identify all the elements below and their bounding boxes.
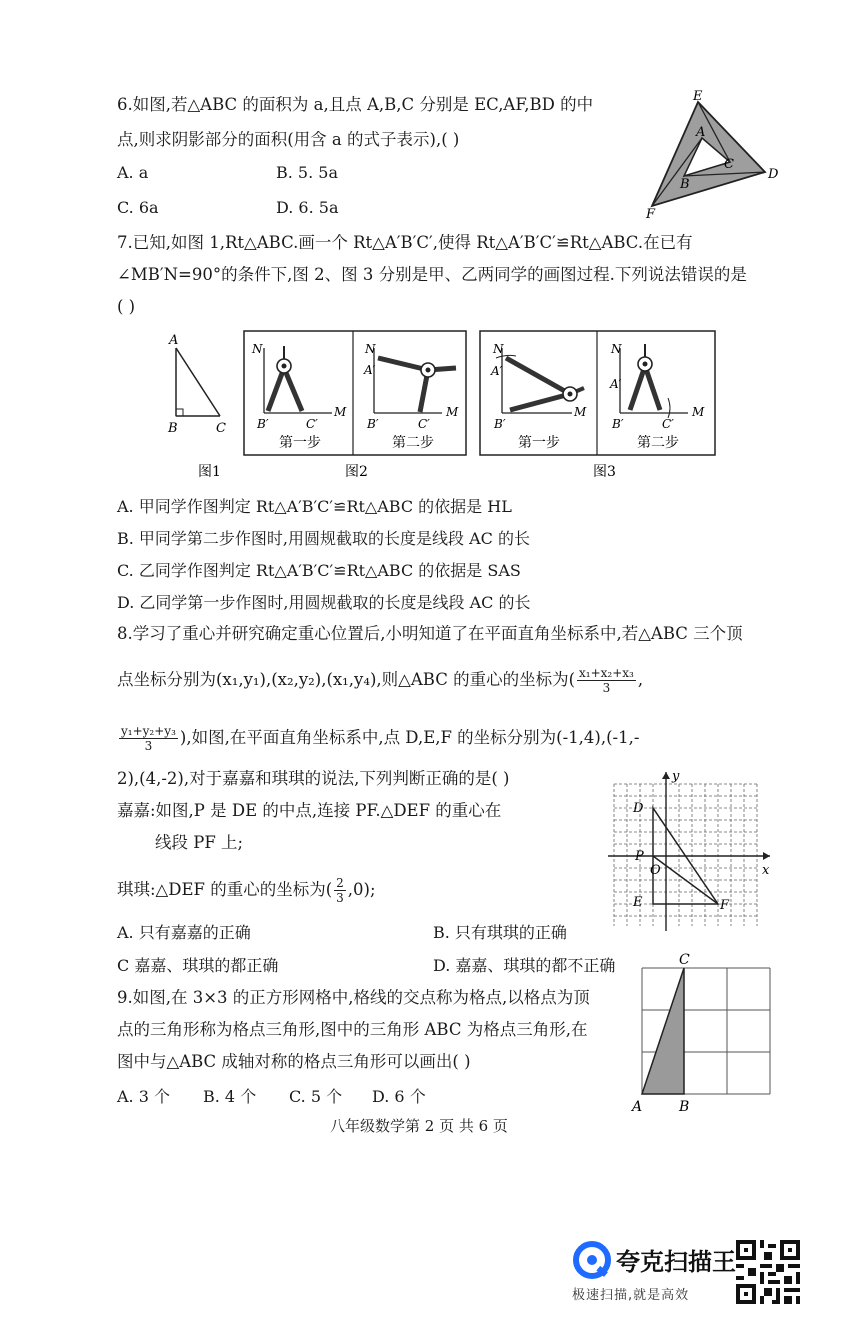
grid-label-e: E bbox=[633, 895, 643, 910]
q7-option-a: A. 甲同学作图判定 Rt△A′B′C′≌Rt△ABC 的依据是 HL bbox=[117, 497, 512, 516]
fig9-label-c: C bbox=[679, 952, 690, 968]
grid-label-f: F bbox=[720, 898, 730, 913]
scanner-slogan: 极速扫描,就是高效 bbox=[572, 1288, 690, 1303]
fig9-label-a: A bbox=[632, 1099, 643, 1115]
q8-fraction-y bbox=[119, 724, 178, 753]
fig3a-label-n: N bbox=[493, 342, 504, 356]
q9-line3: 图中与△ABC 成轴对称的格点三角形可以画出( ) bbox=[117, 1052, 471, 1071]
q6-line1: 6.如图,若△ABC 的面积为 a,且点 A,B,C 分别是 EC,AF,BD 的中 bbox=[117, 95, 594, 114]
fig2b-label-a: A′ bbox=[364, 363, 376, 377]
fig3a-label-b: B′ bbox=[494, 417, 506, 431]
fig3b-label-b: B′ bbox=[612, 417, 624, 431]
q8-coordinate-grid bbox=[600, 766, 780, 936]
q6-option-b: B. 5. 5a bbox=[276, 163, 338, 182]
q7-line3: ( ) bbox=[117, 297, 136, 316]
q8-qiqi-fraction bbox=[334, 876, 346, 905]
q9-option-c: C. 5 个 bbox=[289, 1087, 343, 1106]
fig6-label-a: A bbox=[696, 125, 706, 140]
fig9-label-b: B bbox=[679, 1099, 690, 1115]
q8-frac-x-den: 3 bbox=[602, 681, 611, 695]
q7-line1: 7.已知,如图 1,Rt△ABC.画一个 Rt△A′B′C′,使得 Rt△A′B′C′≌Rt△ABC.在已有 bbox=[117, 233, 693, 252]
grid-label-y: y bbox=[672, 769, 680, 784]
fig2-step1-caption: 第一步 bbox=[279, 435, 321, 451]
fig1-caption: 图1 bbox=[198, 464, 221, 478]
fig6-label-b: B bbox=[680, 177, 690, 192]
q9-line1: 9.如图,在 3×3 的正方形网格中,格线的交点称为格点,以格点为顶 bbox=[117, 988, 590, 1007]
q7-line2: ∠MB′N=90°的条件下,图 2、图 3 分别是甲、乙两同学的画图过程.下列说法错误的是 bbox=[117, 265, 747, 284]
q9-grid-figure bbox=[628, 948, 778, 1118]
fig2b-label-b: B′ bbox=[367, 417, 379, 431]
q8-option-c: C 嘉嘉、琪琪的都正确 bbox=[117, 956, 279, 975]
fig3-caption: 图3 bbox=[593, 464, 616, 478]
fig2a-label-b: B′ bbox=[257, 417, 269, 431]
fig6-label-e: E bbox=[693, 89, 703, 104]
fig2-caption: 图2 bbox=[345, 464, 368, 478]
q8-option-a: A. 只有嘉嘉的正确 bbox=[117, 923, 251, 942]
q8-line2-text: 点坐标分别为(x₁,y₁),(x₂,y₂),(x₁,y₄),则△ABC 的重心的坐标为( bbox=[117, 670, 576, 689]
fig3b-label-c: C′ bbox=[662, 417, 674, 431]
q6-option-a: A. a bbox=[117, 163, 149, 182]
fig3b-label-m: M bbox=[692, 405, 705, 419]
fig6-label-f: F bbox=[646, 207, 656, 221]
scanner-brand-name: 夸克扫描王 bbox=[616, 1248, 736, 1276]
q8-frac-y-den: 3 bbox=[144, 739, 153, 753]
fig2a-label-n: N bbox=[252, 342, 263, 356]
q8-qiqi-tail: ,0); bbox=[347, 880, 376, 899]
scanner-watermark bbox=[570, 1238, 850, 1308]
qr-code-icon bbox=[736, 1240, 800, 1304]
q7-option-c: C. 乙同学作图判定 Rt△A′B′C′≌Rt△ABC 的依据是 SAS bbox=[117, 561, 521, 580]
q9-line2: 点的三角形称为格点三角形,图中的三角形 ABC 为格点三角形,在 bbox=[117, 1020, 588, 1039]
fig3b-label-a: A′ bbox=[610, 377, 622, 391]
q8-fraction-x bbox=[577, 666, 636, 695]
q8-qiqi-text: 琪琪:△DEF 的重心的坐标为( bbox=[117, 880, 333, 899]
fig2b-label-n: N bbox=[365, 342, 376, 356]
q6-option-d: D. 6. 5a bbox=[276, 198, 339, 217]
q8-option-d: D. 嘉嘉、琪琪的都不正确 bbox=[433, 956, 616, 975]
q8-frac-x-num: x₁+x₂+x₃ bbox=[579, 666, 634, 680]
q9-option-b: B. 4 个 bbox=[203, 1087, 257, 1106]
q8-line4: 2),(4,-2),对于嘉嘉和琪琪的说法,下列判断正确的是( ) bbox=[117, 769, 510, 788]
q8-line2: 点坐标分别为(x₁,y₁),(x₂,y₂),(x₁,y₄),则△ABC 的重心的坐标为( $\frac{\text{x₁+x₂+x₃}}{3}$ , bbox=[117, 666, 644, 695]
fig3a-label-m: M bbox=[574, 405, 587, 419]
grid-label-p: P bbox=[635, 849, 644, 864]
q6-triangle-figure bbox=[640, 86, 790, 221]
q6-option-c: C. 6a bbox=[117, 198, 159, 217]
fig2b-label-m: M bbox=[446, 405, 459, 419]
q6-line2: 点,则求阴影部分的面积(用含 a 的式子表示),( ) bbox=[117, 130, 460, 149]
grid-label-d: D bbox=[633, 801, 644, 816]
fig2-step2-caption: 第二步 bbox=[392, 435, 434, 451]
q8-line3-text: ),如图,在平面直角坐标系中,点 D,E,F 的坐标分别为(-1,4),(-1,- bbox=[179, 728, 640, 747]
q8-line1: 8.学习了重心并研究确定重心位置后,小明知道了在平面直角坐标系中,若△ABC 三个顶 bbox=[117, 624, 743, 643]
q7-figures bbox=[160, 328, 720, 478]
q9-option-d: D. 6 个 bbox=[372, 1087, 426, 1106]
fig1-label-b: B bbox=[168, 421, 178, 436]
q8-jiajia-line1: 嘉嘉:如图,P 是 DE 的中点,连接 PF.△DEF 的重心在 bbox=[117, 801, 502, 820]
fig3-step1-caption: 第一步 bbox=[518, 435, 560, 451]
q7-option-d: D. 乙同学第一步作图时,用圆规截取的长度是线段 AC 的长 bbox=[117, 593, 531, 612]
fig2a-label-c: C′ bbox=[306, 417, 318, 431]
fig1-label-c: C bbox=[216, 421, 226, 436]
grid-label-x: x bbox=[762, 863, 770, 878]
fig1-label-a: A bbox=[169, 333, 179, 348]
q7-option-b: B. 甲同学第二步作图时,用圆规截取的长度是线段 AC 的长 bbox=[117, 529, 530, 548]
q8-option-b: B. 只有琪琪的正确 bbox=[433, 923, 567, 942]
fig6-label-d: D bbox=[768, 167, 779, 182]
fig2b-label-c: C′ bbox=[418, 417, 430, 431]
q9-option-a: A. 3 个 bbox=[117, 1087, 170, 1106]
page-footer: 八年级数学第 2 页 共 6 页 bbox=[330, 1117, 508, 1135]
q8-jiajia-line2: 线段 PF 上; bbox=[155, 833, 244, 852]
fig3b-label-n: N bbox=[611, 342, 622, 356]
q8-qiqi-line bbox=[117, 876, 376, 905]
q8-line3 bbox=[117, 724, 639, 753]
q8-qiqi-num: 2 bbox=[336, 876, 344, 890]
fig3-step2-caption: 第二步 bbox=[637, 435, 679, 451]
fig6-label-c: C bbox=[724, 157, 734, 172]
scanner-logo-icon bbox=[572, 1240, 612, 1280]
q8-qiqi-den: 3 bbox=[336, 891, 344, 905]
q8-frac-y-num: y₁+y₂+y₃ bbox=[121, 724, 176, 738]
fig3a-label-a: A′ bbox=[491, 364, 503, 378]
fig2a-label-m: M bbox=[334, 405, 347, 419]
grid-label-o: O bbox=[650, 863, 661, 878]
